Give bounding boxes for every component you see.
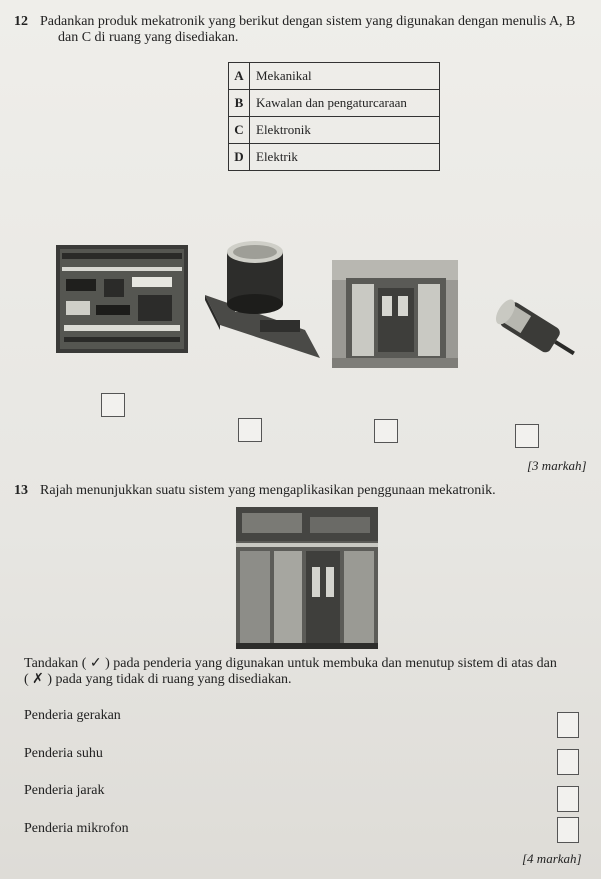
- answer-box-3[interactable]: [374, 419, 398, 443]
- capacitor-board-image: [205, 240, 320, 365]
- answer-box-1[interactable]: [101, 393, 125, 417]
- option-label: Elektrik: [250, 144, 440, 171]
- instruction-line1: Tandakan ( ✓ ) pada penderia yang digunakan untuk membuka dan menutup sistem di atas dan: [24, 656, 557, 671]
- question-12-text-line1: Padankan produk mekatronik yang berikut dengan sistem yang digunakan dengan menulis A, B: [40, 14, 576, 29]
- option-label: Mekanikal: [250, 63, 440, 90]
- q13-marks: [522, 851, 582, 867]
- option-letter: D: [229, 144, 250, 171]
- circuit-board-image: [56, 245, 188, 353]
- sensor-distance-label: Penderia jarak: [24, 783, 105, 798]
- question-12-text-line2: dan C di ruang yang disediakan.: [58, 30, 239, 45]
- q12-marks-text: [3 markah]: [527, 458, 587, 473]
- question-12-number: 12: [14, 14, 28, 29]
- sensor-temperature-label: Penderia suhu: [24, 746, 103, 761]
- question-13-text: Rajah menunjukkan suatu sistem yang mengaplikasikan penggunaan mekatronik.: [40, 483, 496, 498]
- sensor-motion-checkbox[interactable]: [557, 712, 579, 738]
- instruction-line2: ( ✗ ) pada yang tidak di ruang yang disediakan.: [24, 672, 292, 687]
- option-row-a: [229, 63, 440, 90]
- option-letter: A: [229, 63, 250, 90]
- options-table: [228, 62, 440, 171]
- option-row-c: [229, 117, 440, 144]
- option-letter: B: [229, 90, 250, 117]
- option-letter: C: [229, 117, 250, 144]
- answer-box-4[interactable]: [515, 424, 539, 448]
- sensor-distance-checkbox[interactable]: [557, 786, 579, 812]
- q13-marks-text: [4 markah]: [522, 851, 582, 866]
- sensor-temperature-checkbox[interactable]: [557, 749, 579, 775]
- option-label: Kawalan dan pengaturcaraan: [250, 90, 440, 117]
- sensor-microphone-label: Penderia mikrofon: [24, 821, 129, 836]
- answer-box-2[interactable]: [238, 418, 262, 442]
- question-13-number: 13: [14, 483, 28, 498]
- option-row-d: [229, 144, 440, 171]
- q12-marks: [527, 458, 587, 474]
- sensor-microphone-checkbox[interactable]: [557, 817, 579, 843]
- option-label: Elektronik: [250, 117, 440, 144]
- automatic-door-image: [332, 260, 458, 368]
- option-row-b: [229, 90, 440, 117]
- sensor-motion-label: Penderia gerakan: [24, 708, 121, 723]
- storefront-image: [236, 507, 378, 649]
- dc-motor-image: [490, 295, 582, 367]
